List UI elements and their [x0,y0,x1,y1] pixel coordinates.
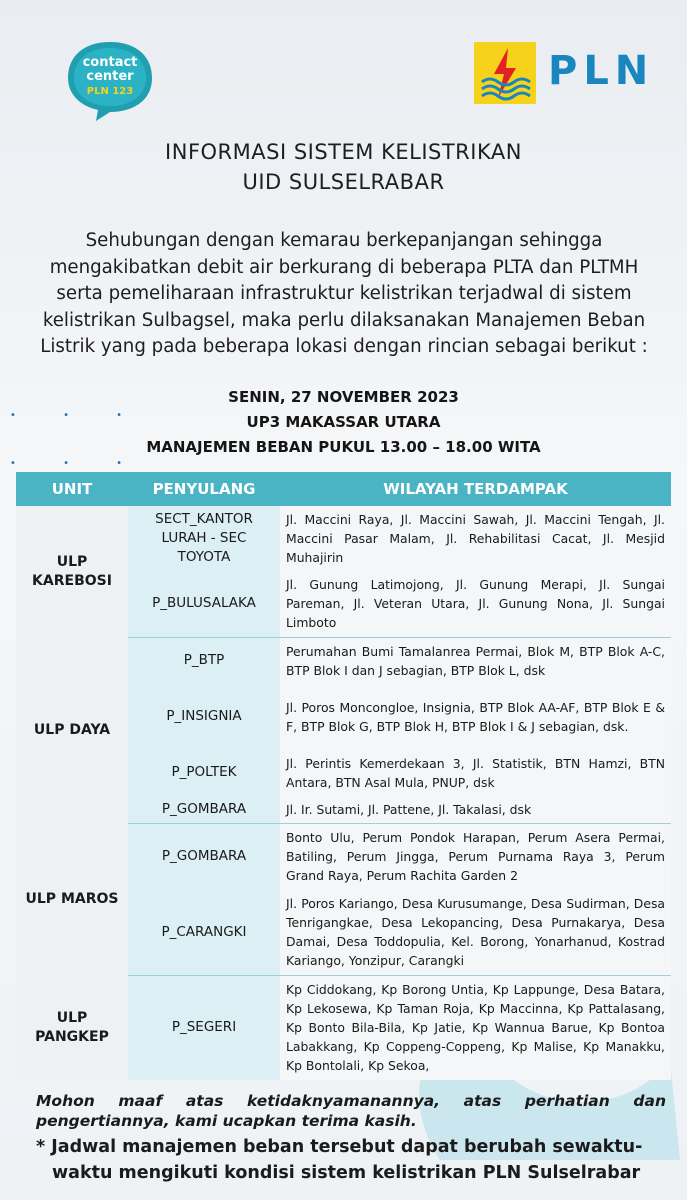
cc-line2: center [86,69,134,84]
wilayah-cell: Jl. Poros Moncongloe, Insignia, BTP Blok AA-AF, BTP Blok E & F, BTP Blok G, BTP Blok H, BTP Blok I & J sebagian, dsk. [280,684,671,750]
penyulang-cell: P_CARANGKI [128,890,280,976]
unit-cell: ULP KAREBOSI [16,506,128,637]
wilayah-cell: Jl. Ir. Sutami, Jl. Pattene, Jl. Takalasi, dsk [280,796,671,824]
header-unit: UNIT [16,472,128,506]
header-wilayah: WILAYAH TERDAMPAK [280,472,671,506]
header-penyulang: PENYULANG [128,472,280,506]
table-row [16,506,671,571]
title-line1: INFORMASI SISTEM KELISTRIKAN [165,140,522,164]
unit-cell: ULP PANGKEP [16,976,128,1080]
penyulang-cell: P_BULUSALAKA [128,571,280,637]
penyulang-cell: P_GOMBARA [128,824,280,890]
penyulang-cell: P_INSIGNIA [128,684,280,750]
cc-line1: contact [82,55,138,70]
intro-line: Listrik yang pada beberapa lokasi dengan rincian sebagai berikut : [40,336,648,357]
table-row [16,637,671,684]
wilayah-cell: Jl. Poros Kariango, Desa Kurusumange, Desa Sudirman, Desa Tenrigangkae, Desa Lekopancing, Desa Purnakarya, Desa Damai, Desa Toddopulia, Kel. Borong, Yonarhanud, Kostrad Kariango, Yonzipur, Carangki [280,890,671,976]
unit-cell: ULP DAYA [16,637,128,824]
pln-wordmark: PLN [548,48,655,94]
intro-line: Sehubungan dengan kemarau berkepanjangan sehingga [85,230,603,251]
intro-paragraph [34,228,654,361]
pln-lightning-icon [474,42,536,104]
penyulang-cell: SECT_KANTOR LURAH - SEC TOYOTA [128,506,280,571]
wilayah-cell: Kp Ciddokang, Kp Borong Untia, Kp Lappunge, Desa Batara, Kp Lekosewa, Kp Taman Roja, Kp Maccinna, Kp Pattalasang, Kp Bonto Bila-Bila, Kp Jatie, Kp Wannua Barue, Kp Bontoa Labakkang, Kp Coppeng-Coppeng, Kp Malise, Kp Manakku, Kp Bontolali, Kp Sekoa, [280,976,671,1080]
wilayah-cell: Jl. Gunung Latimojong, Jl. Gunung Merapi, Jl. Sungai Pareman, Jl. Veteran Utara, Jl. Gunung Nona, Jl. Sungai Limboto [280,571,671,637]
table-header-row [16,472,671,506]
wilayah-cell: Jl. Perintis Kemerdekaan 3, Jl. Statistik, BTN Hamzi, BTN Antara, BTN Asal Mula, PNUP, dsk [280,750,671,796]
schedule-note [36,1134,676,1186]
unit-cell: ULP MAROS [16,824,128,976]
wilayah-cell: Bonto Ulu, Perum Pondok Harapan, Perum Asera Permai, Batiling, Perum Jingga, Perum Purnama Raya 3, Perum Grand Raya, Perum Rachita Garden 2 [280,824,671,890]
penyulang-cell: P_SEGERI [128,976,280,1080]
schedule-time: MANAJEMEN BEBAN PUKUL 13.00 – 18.00 WITA [146,438,541,456]
apology-line2: pengertiannya, kami ucapkan terima kasih. [36,1112,417,1130]
title-line2: UID SULSELRABAR [242,170,445,194]
table-row [16,824,671,890]
note-line2: waktu mengikuti kondisi sistem kelistrikan PLN Sulselrabar [52,1163,641,1183]
contact-center-logo [66,40,154,122]
apology-line1: Mohon maaf atas ketidaknyamanannya, atas perhatian dan [36,1092,666,1110]
intro-line: mengakibatkan debit air berkurang di beberapa PLTA dan PLTMH [49,256,639,278]
load-management-table [16,472,671,1080]
penyulang-cell: P_POLTEK [128,750,280,796]
schedule-up3: UP3 MAKASSAR UTARA [246,413,441,431]
penyulang-cell: P_BTP [128,637,280,684]
decorative-dots: • • • [10,458,145,469]
intro-line: kelistrikan Sulbagsel, maka perlu dilaksanakan Manajemen Beban [42,309,646,331]
pln-logo [474,42,658,104]
note-line1: * Jadwal manajemen beban tersebut dapat berubah sewaktu- [36,1137,643,1157]
penyulang-cell: P_GOMBARA [128,796,280,824]
schedule-date: SENIN, 27 NOVEMBER 2023 [228,388,459,406]
cc-line3: PLN 123 [86,86,134,97]
wilayah-cell: Perumahan Bumi Tamalanrea Permai, Blok M, BTP Blok A-C, BTP Blok I dan J sebagian, BTP Blok L, dsk [280,637,671,684]
table-row [16,976,671,1080]
decorative-dots: • • • [10,410,145,421]
wilayah-cell: Jl. Maccini Raya, Jl. Maccini Sawah, Jl. Maccini Tengah, Jl. Maccini Pasar Malam, Jl. Rehabilitasi Cacat, Jl. Mesjid Muhajirin [280,506,671,571]
intro-line: serta pemeliharaan infrastruktur kelistrikan terjadwal di sistem [56,283,632,304]
